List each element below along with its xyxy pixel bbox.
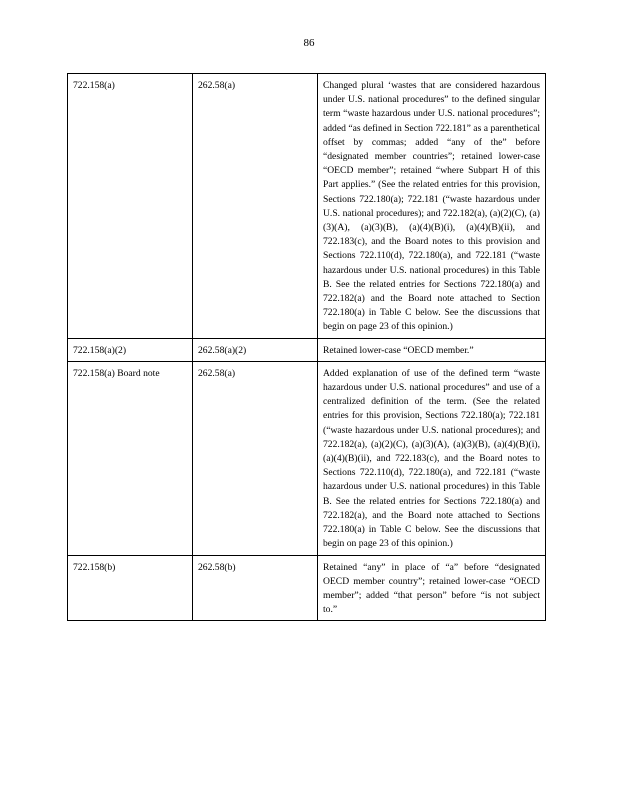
explanation-cell: Added explanation of use of the defined term “waste hazardous under U.S. national procedures” and use of a centralized definition of the term. (See the related entries for this provision, Sections 722.180(a); 722.181 (“waste hazardous under U.S. national procedures); and 722.182(a), (a)(2)(C), (a)(3)(A), (a)(3)(B), (a)(4)(B)(i), (a)(4)(B)(ii), and 722.183(c), and the Board notes to Sections 722.110(d), 722.180(a), and 722.181 (“waste hazardous under U.S. national procedures) in this Table B. See the related entries for Sections 722.180(a) and 722.182(a), and the Board note attached to Sections 722.180(a) in Table C below. See the discussions that begin on page 23 of this opinion.): [318, 361, 546, 555]
explanation-cell: Retained “any” in place of “a” before “designated OECD member country”; retained lower-case “OECD member”; added “that person” before “is not subject to.”: [318, 555, 546, 621]
table-row: [68, 338, 546, 361]
explanation-cell: Changed plural ‘wastes that are considered hazardous under U.S. national procedures” to the defined singular term “waste hazardous under U.S. national procedures”; added “as defined in Section 722.181” as a parenthetical offset by commas; added “any of the” before “designated member countries”; retained lower-case “OECD member”; retained “where Subpart H of this Part applies.” (See the related entries for this provision, Sections 722.180(a); 722.181 (“waste hazardous under U.S. national procedures); and 722.182(a), (a)(2)(C), (a)(3)(A), (a)(3)(B), (a)(4)(B)(i), (a)(4)(B)(ii), and 722.183(c), and the Board notes to this provision and Sections 722.110(d), 722.180(a), and 722.181 (“waste hazardous under U.S. national procedures) in this Table B. See the related entries for Sections 722.180(a) and 722.182(a) and the Board note attached to Section 722.180(a) in Table C below. See the discussions that begin on page 23 of this opinion.): [318, 74, 546, 339]
section-262-cell: 262.58(a): [193, 74, 318, 339]
table-row: [68, 74, 546, 339]
comparison-table: [67, 73, 546, 621]
section-262-cell: 262.58(a)(2): [193, 338, 318, 361]
table-row: [68, 555, 546, 621]
table-row: [68, 361, 546, 555]
section-722-cell: 722.158(a)(2): [68, 338, 193, 361]
section-722-cell: 722.158(a): [68, 74, 193, 339]
page-number: 86: [303, 37, 315, 49]
section-262-cell: 262.58(a): [193, 361, 318, 555]
section-262-cell: 262.58(b): [193, 555, 318, 621]
explanation-cell: Retained lower-case “OECD member.”: [318, 338, 546, 361]
section-722-cell: 722.158(b): [68, 555, 193, 621]
section-722-cell: 722.158(a) Board note: [68, 361, 193, 555]
